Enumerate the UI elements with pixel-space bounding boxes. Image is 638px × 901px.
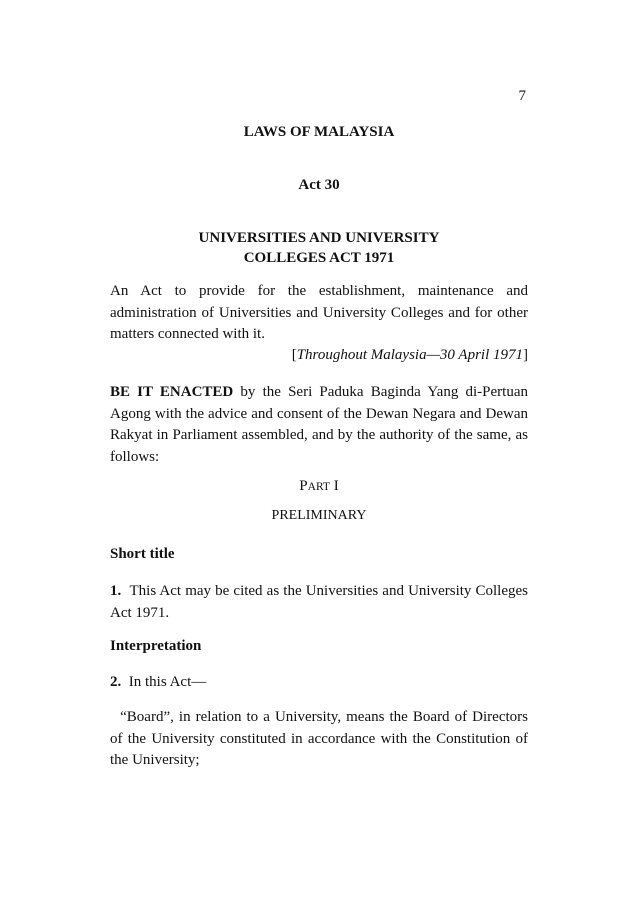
act-title-line-2: COLLEGES ACT 1971 [243, 250, 395, 266]
laws-heading: LAWS OF MALAYSIA [243, 124, 395, 140]
act-title-line-1: UNIVERSITIES AND UNIVERSITY [198, 230, 440, 246]
section-heading: Interpretation [110, 638, 202, 654]
enacting-clause [110, 382, 528, 468]
commencement-date [110, 347, 528, 364]
section-number: 2. [110, 674, 122, 690]
part-name: PRELIMINARY [271, 508, 367, 523]
commencement-text: Throughout Malaysia—30 April 1971 [296, 347, 523, 363]
long-title: An Act to provide for the establishment, maintenance and administration of Universities and University Colleges and for other matters connected with it. [110, 283, 528, 342]
bracket-open: [ [291, 347, 297, 363]
definition-text: “Board”, in relation to a University, means the Board of Directors of the University constituted in accordance with the Constitution of the University; [110, 709, 528, 768]
definition [110, 707, 528, 772]
section-body: This Act may be cited as the Universities and University Colleges Act 1971. [110, 583, 529, 621]
section-text [110, 672, 528, 694]
bracket-close: ] [523, 347, 528, 363]
section-text [110, 581, 528, 624]
page-number: 7 [518, 88, 526, 104]
section-heading: Short title [110, 546, 175, 562]
act-number: Act 30 [298, 177, 340, 193]
act-title [110, 228, 528, 268]
section-number: 1. [110, 583, 122, 599]
part-numeral: I [329, 478, 339, 494]
section-body: In this Act— [128, 674, 207, 690]
enacting-rest: by the Seri Paduka Baginda Yang di-Pertuan Agong with the advice and consent of the Dewan Negara and Dewan Rakyat in Parliament assembled, and by the authority of the same, as follows: [110, 384, 528, 465]
enacting-lead: BE IT ENACTED [110, 384, 234, 400]
part-label-rest: ART [307, 481, 330, 493]
part-label-initial: P [299, 478, 308, 494]
part-label [110, 478, 528, 495]
